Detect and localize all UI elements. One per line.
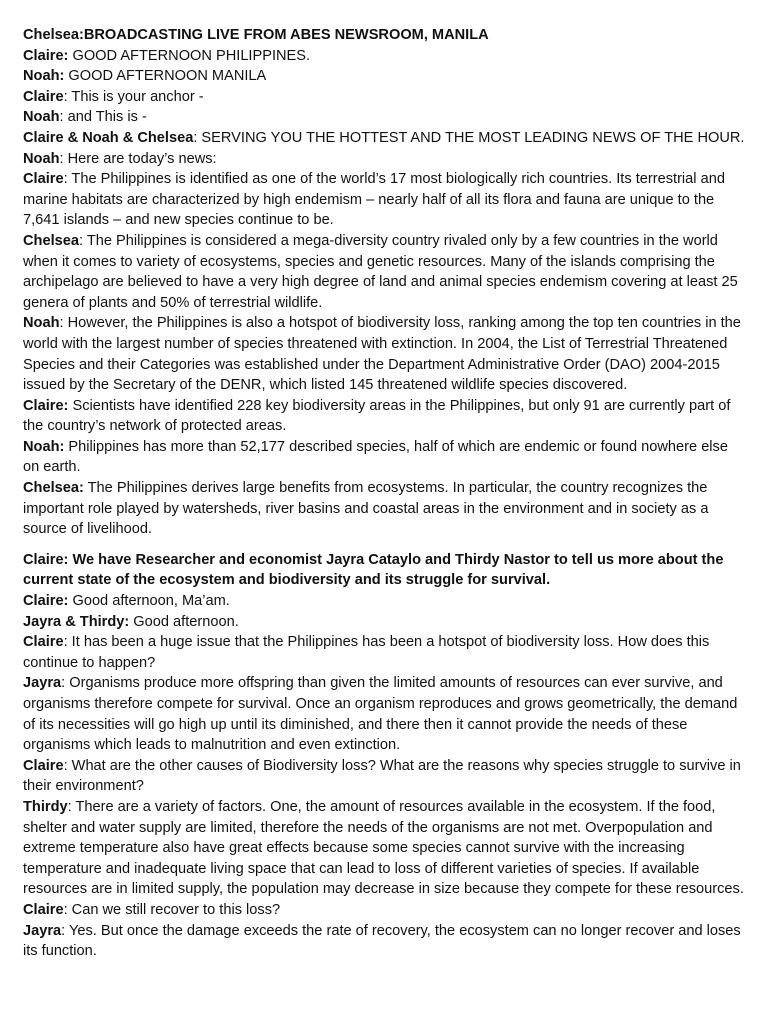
- dialogue-text: : Organisms produce more offspring than given the limited amounts of resources can ever survive, and organisms therefore compete for survival. Once an organism reproduces and grows geometrically, the demand of its necessities will go high up until its diminished, and there then it cannot provide the needs of these organisms which leads to malnutrition and even extinction.: [23, 675, 738, 754]
- speaker-name: Claire:: [23, 47, 69, 64]
- dialogue-line: [23, 921, 748, 962]
- dialogue-text: Philippines has more than 52,177 described species, half of which are endemic or found nowhere else on earth.: [23, 438, 728, 476]
- dialogue-line: [23, 46, 748, 67]
- dialogue-text: BROADCASTING LIVE FROM ABES NEWSROOM, MANILA: [83, 27, 489, 43]
- dialogue-text: GOOD AFTERNOON PHILIPPINES.: [68, 47, 311, 64]
- speaker-name: Jayra: [23, 675, 62, 692]
- dialogue-line: [23, 550, 748, 591]
- script-section-opening: [23, 25, 748, 540]
- dialogue-line: [23, 797, 748, 900]
- speaker-name: Jayra & Thirdy:: [23, 613, 130, 630]
- dialogue-text: : It has been a huge issue that the Philippines has been a hotspot of biodiversity loss. How does this continue to happen?: [23, 634, 710, 671]
- speaker-name: Noah: [23, 150, 60, 167]
- speaker-name: Claire:: [23, 593, 69, 610]
- dialogue-text: GOOD AFTERNOON MANILA: [64, 68, 267, 85]
- speaker-name: Noah:: [23, 438, 65, 455]
- dialogue-line: [23, 87, 748, 108]
- dialogue-text: : Yes. But once the damage exceeds the rate of recovery, the ecosystem can no longer recover and loses its function.: [23, 922, 741, 960]
- dialogue-line: [23, 107, 748, 128]
- dialogue-text: : and This is -: [59, 109, 147, 126]
- speaker-name: Chelsea:: [23, 480, 84, 497]
- dialogue-text: The Philippines derives large benefits from ecosystems. In particular, the country recognizes the important role played by watersheds, river basins and coastal areas in the environment and in society as a source of livelihood.: [23, 480, 709, 538]
- speaker-name: Claire: [23, 634, 64, 651]
- dialogue-line: [23, 900, 748, 921]
- dialogue-text: Good afternoon.: [129, 613, 239, 630]
- dialogue-text: : However, the Philippines is also a hotspot of biodiversity loss, ranking among the top ten countries in the world with the largest number of species threatened with extinction. In 2004, the List of Terrestrial Threatened Species and their Categories was established under the Department Administrative Order (DAO) 2004-2015 issued by the Secretary of the DENR, which listed 145 threatened wildlife species discovered.: [23, 315, 741, 394]
- speaker-name: Claire & Noah & Chelsea: [23, 129, 194, 146]
- dialogue-text: Scientists have identified 228 key biodiversity areas in the Philippines, but only 91 are currently part of the country’s network of protected areas.: [23, 397, 731, 435]
- dialogue-line: [23, 396, 748, 437]
- speaker-name: Chelsea:: [23, 27, 84, 43]
- speaker-name: Chelsea: [23, 232, 79, 249]
- dialogue-line: [23, 612, 748, 633]
- dialogue-line: [23, 478, 748, 540]
- dialogue-text: : Can we still recover to this loss?: [63, 901, 281, 918]
- dialogue-text: Good afternoon, Ma’am.: [68, 593, 230, 610]
- dialogue-text: : This is your anchor -: [63, 88, 204, 105]
- speaker-name: Thirdy: [23, 798, 68, 815]
- dialogue-text: : The Philippines is identified as one of the world’s 17 most biologically rich countries. Its terrestrial and marine habitats are characterized by high endemism – nearly half of all its flora and fauna are unique to the 7,641 islands – and new species continue to be.: [23, 171, 725, 229]
- speaker-name: Claire: [23, 88, 64, 105]
- dialogue-line: [23, 591, 748, 612]
- speaker-name: Jayra: [23, 922, 62, 939]
- speaker-name: Claire: [23, 757, 64, 774]
- dialogue-line: [23, 632, 748, 673]
- speaker-name: Noah: [23, 109, 60, 126]
- dialogue-line: [23, 128, 748, 149]
- dialogue-line: [23, 25, 748, 46]
- speaker-name: Claire:: [23, 397, 69, 414]
- dialogue-text: : There are a variety of factors. One, the amount of resources available in the ecosystem. If the food, shelter and water supply are limited, therefore the needs of the organisms are not met. Overpopulation and extreme temperature also have great effects because some species cannot survive with the increasing temperature and inadequate living space that can lead to loss of different varieties of species. If available resources are in limited supply, the population may decrease in size because they compete for these resources.: [23, 798, 744, 898]
- dialogue-text: : What are the other causes of Biodiversity loss? What are the reasons why species struggle to survive in their environment?: [23, 757, 741, 795]
- script-section-interview: [23, 550, 748, 962]
- dialogue-text: : Here are today’s news:: [59, 150, 217, 167]
- dialogue-text: We have Researcher and economist Jayra Cataylo and Thirdy Nastor to tell us more about the current state of the ecosystem and biodiversity and its struggle for survival.: [23, 551, 724, 589]
- dialogue-text: : The Philippines is considered a mega-diversity country rivaled only by a few countries in the world when it comes to variety of ecosystems, species and genetic resources. Many of the islands comprising the archipelago are believed to have a very high degree of land and animal species endemism covering at least 25 genera of plants and 50% of terrestrial wildlife.: [23, 232, 738, 311]
- dialogue-line: [23, 756, 748, 797]
- dialogue-line: [23, 231, 748, 313]
- dialogue-text: : SERVING YOU THE HOTTEST AND THE MOST LEADING NEWS OF THE HOUR.: [193, 129, 745, 146]
- speaker-name: Claire: [23, 171, 64, 188]
- dialogue-line: [23, 313, 748, 395]
- speaker-name: Claire:: [23, 551, 69, 568]
- dialogue-line: [23, 66, 748, 87]
- dialogue-line: [23, 673, 748, 755]
- speaker-name: Noah: [23, 315, 60, 332]
- dialogue-line: [23, 149, 748, 170]
- speaker-name: Claire: [23, 901, 64, 918]
- speaker-name: Noah:: [23, 68, 65, 85]
- dialogue-line: [23, 437, 748, 478]
- dialogue-line: [23, 169, 748, 231]
